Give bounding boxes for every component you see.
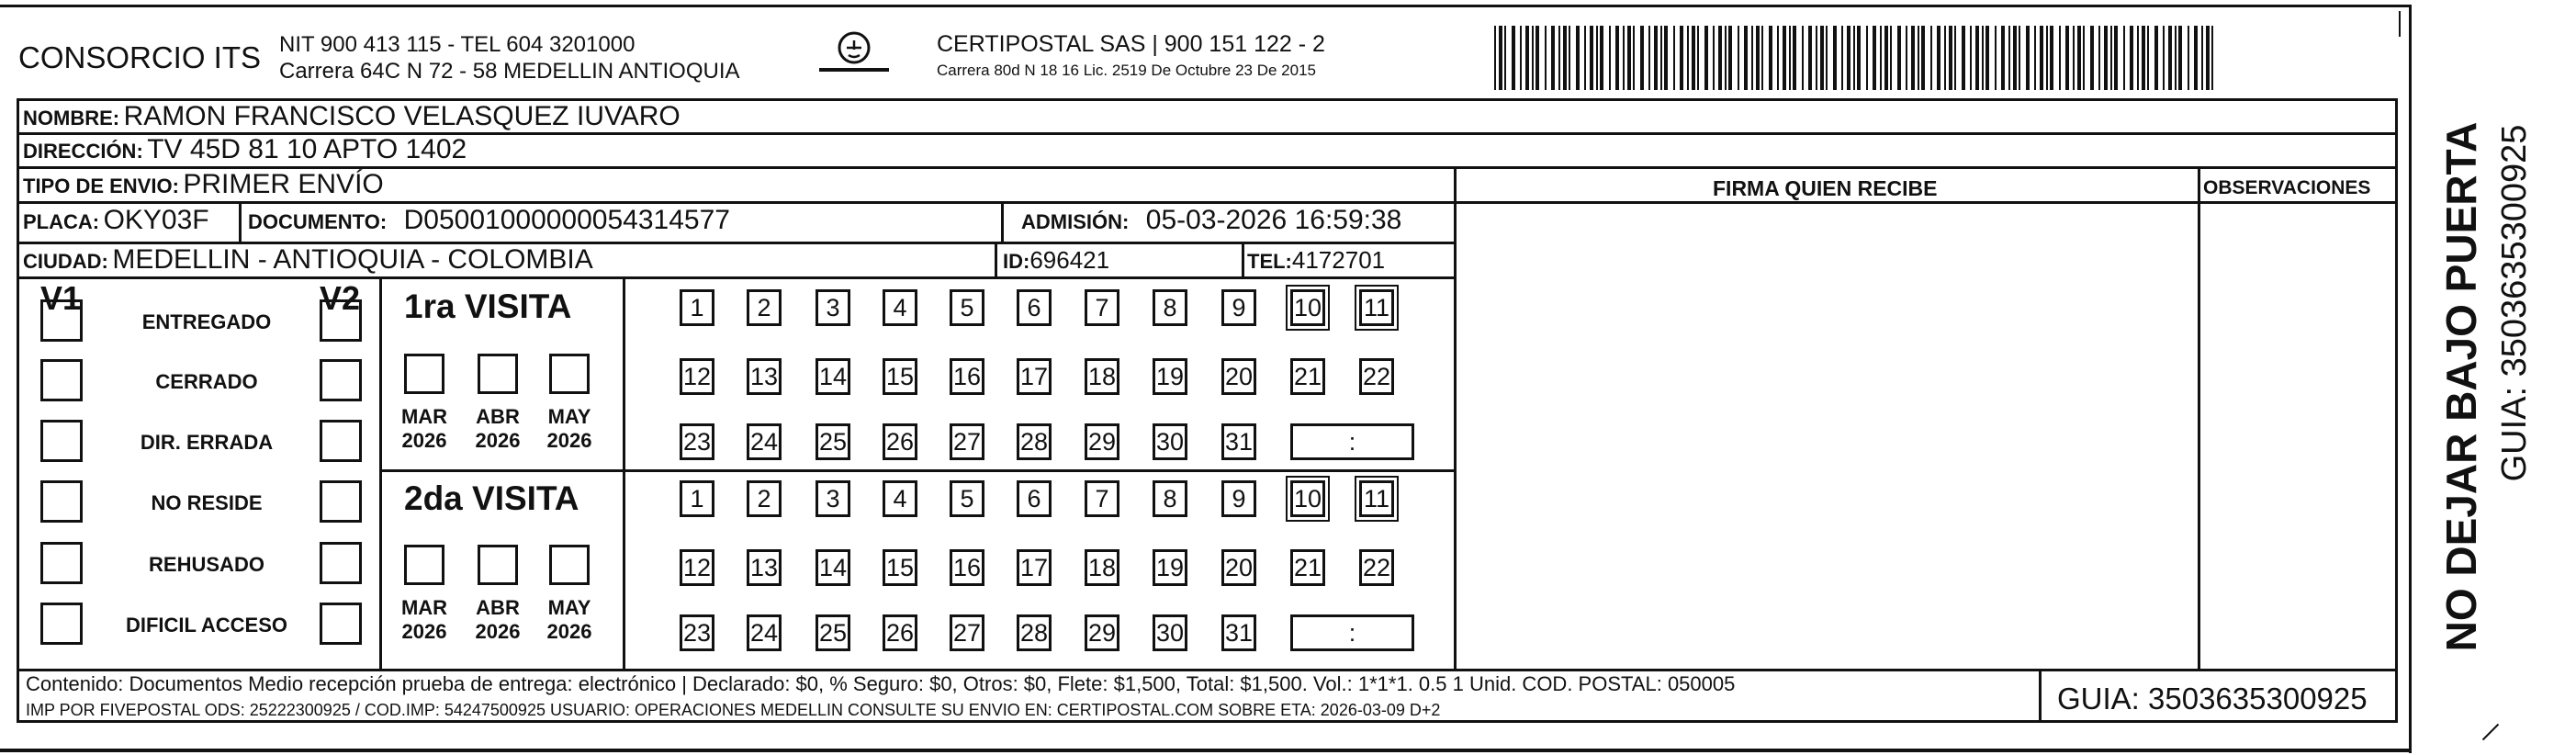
- day-box[interactable]: 21: [1290, 549, 1325, 586]
- day-box[interactable]: 17: [1017, 358, 1052, 395]
- day-box[interactable]: 28: [1017, 614, 1052, 651]
- day-box[interactable]: 3: [816, 480, 850, 517]
- month-checkbox[interactable]: [478, 545, 518, 585]
- month-year: 2026: [475, 429, 521, 452]
- tipo-label: TIPO DE ENVIO:: [23, 175, 179, 197]
- observaciones-col-line: [2198, 166, 2200, 671]
- footer-bottom-line: [17, 720, 2398, 723]
- day-box[interactable]: 27: [950, 423, 984, 460]
- day-box[interactable]: 21: [1290, 358, 1325, 395]
- day-box[interactable]: 24: [747, 614, 782, 651]
- v2-checkbox[interactable]: [320, 603, 362, 645]
- day-box[interactable]: 11: [1359, 289, 1394, 326]
- day-box[interactable]: 20: [1221, 358, 1256, 395]
- month-label: ABR: [476, 405, 520, 428]
- visit-month-col-line: [623, 276, 625, 671]
- bottom-border: [0, 749, 2411, 752]
- id-field: [1003, 248, 1109, 272]
- day-box[interactable]: 5: [950, 480, 984, 517]
- day-box[interactable]: 26: [883, 614, 917, 651]
- day-box[interactable]: 7: [1085, 289, 1119, 326]
- month-year: 2026: [401, 429, 447, 452]
- direccion-label: DIRECCIÓN:: [23, 140, 143, 163]
- tel-label: TEL:: [1247, 250, 1292, 273]
- admision-field: [1021, 207, 1401, 234]
- day-box[interactable]: 28: [1017, 423, 1052, 460]
- day-box[interactable]: 7: [1085, 480, 1119, 517]
- tel-value: 4172701: [1291, 246, 1386, 274]
- company-nit: NIT 900 413 115 - TEL 604 3201000: [279, 32, 636, 57]
- v2-checkbox[interactable]: [320, 542, 362, 584]
- row-line-6: [17, 276, 1457, 279]
- day-box[interactable]: 5: [950, 289, 984, 326]
- right-frame-line: [2409, 5, 2412, 753]
- status-option-label: DIR. ERRADA: [140, 431, 274, 454]
- corner-slash: [2482, 724, 2499, 740]
- v2-checkbox[interactable]: [320, 299, 362, 342]
- day-box[interactable]: 29: [1085, 614, 1119, 651]
- placa-value: OKY03F: [103, 205, 209, 235]
- footer-guia-divider: [2039, 669, 2042, 722]
- nombre-row: [23, 103, 681, 130]
- day-box[interactable]: 18: [1085, 358, 1119, 395]
- day-box[interactable]: 15: [883, 358, 917, 395]
- month-year: 2026: [401, 620, 447, 643]
- day-box[interactable]: 4: [883, 480, 917, 517]
- id-label: ID:: [1003, 250, 1030, 273]
- v2-checkbox[interactable]: [320, 420, 362, 462]
- corner-mark: [2399, 11, 2401, 37]
- id-divider: [995, 242, 997, 278]
- day-box[interactable]: 12: [680, 358, 714, 395]
- month-year: 2026: [546, 620, 592, 643]
- day-box[interactable]: 9: [1221, 289, 1256, 326]
- carrier-line: CERTIPOSTAL SAS | 900 151 122 - 2: [937, 31, 1325, 57]
- left-frame-line: [17, 98, 19, 723]
- id-value: 696421: [1029, 246, 1110, 274]
- status-option-label: CERRADO: [155, 370, 258, 393]
- day-box[interactable]: 6: [1017, 289, 1052, 326]
- day-box[interactable]: 30: [1153, 423, 1187, 460]
- month-label: MAY: [547, 596, 591, 619]
- v1-checkbox[interactable]: [40, 299, 83, 342]
- day-box[interactable]: 30: [1153, 614, 1187, 651]
- day-box[interactable]: 25: [816, 614, 850, 651]
- day-box[interactable]: 20: [1221, 549, 1256, 586]
- v2-checkbox[interactable]: [320, 480, 362, 523]
- v1-checkbox[interactable]: [40, 420, 83, 462]
- day-box[interactable]: 13: [747, 549, 782, 586]
- footer-print-info: IMP POR FIVEPOSTAL ODS: 25222300925 / COD.IMP: 54247500925 USUARIO: OPERACIONES MEDELLIN CONSULTE SU ENVIO EN: CERTIPOSTAL.COM SOBRE ETA: 2026-03-09 D+2: [26, 701, 1441, 719]
- v1-checkbox[interactable]: [40, 480, 83, 523]
- day-box[interactable]: 6: [1017, 480, 1052, 517]
- day-box[interactable]: 10: [1290, 480, 1325, 517]
- admision-value: 05-03-2026 16:59:38: [1145, 205, 1402, 235]
- documento-field: [248, 207, 730, 234]
- day-box[interactable]: 22: [1359, 358, 1394, 395]
- day-box[interactable]: 23: [680, 614, 714, 651]
- status-col-line: [379, 276, 382, 671]
- admision-label: ADMISIÓN:: [1021, 210, 1130, 233]
- barcode: [1492, 26, 2222, 90]
- day-box[interactable]: 31: [1221, 423, 1256, 460]
- placa-field: [23, 207, 209, 234]
- month-label: ABR: [476, 596, 520, 619]
- visit-separator: [379, 469, 1456, 472]
- day-box[interactable]: 19: [1153, 358, 1187, 395]
- day-box[interactable]: 13: [747, 358, 782, 395]
- day-box[interactable]: 17: [1017, 549, 1052, 586]
- day-box[interactable]: 25: [816, 423, 850, 460]
- carrier-address: Carrera 80d N 18 16 Lic. 2519 De Octubre 23 De 2015: [937, 62, 1316, 79]
- observaciones-header: OBSERVACIONES: [2203, 177, 2371, 198]
- footer-guia: GUIA: 3503635300925: [2057, 682, 2368, 716]
- certipostal-logo: [808, 28, 900, 83]
- day-box[interactable]: 19: [1153, 549, 1187, 586]
- day-box[interactable]: 27: [950, 614, 984, 651]
- v1-checkbox[interactable]: [40, 359, 83, 401]
- day-box[interactable]: 24: [747, 423, 782, 460]
- top-border: [0, 5, 2411, 7]
- month-checkbox[interactable]: [549, 545, 590, 585]
- status-option-label: REHUSADO: [149, 553, 264, 576]
- v2-label: V2: [320, 279, 361, 317]
- side-warning: NO DEJAR BAJO PUERTA: [2437, 121, 2485, 652]
- day-box[interactable]: 3: [816, 289, 850, 326]
- direccion-row: [23, 136, 467, 163]
- day-box[interactable]: 31: [1221, 614, 1256, 651]
- time-box[interactable]: :: [1290, 423, 1414, 460]
- month-label: MAR: [400, 596, 448, 619]
- day-box[interactable]: 8: [1153, 289, 1187, 326]
- month-checkbox[interactable]: [404, 545, 444, 585]
- table-right-line: [2395, 98, 2398, 723]
- month-checkbox[interactable]: [549, 354, 590, 394]
- tel-divider: [1242, 242, 1244, 278]
- day-box[interactable]: 12: [680, 549, 714, 586]
- nombre-value: RAMON FRANCISCO VELASQUEZ IUVARO: [123, 101, 681, 131]
- status-option-label: NO RESIDE: [151, 491, 263, 514]
- placa-label: PLACA:: [23, 210, 100, 233]
- month-checkbox[interactable]: [404, 354, 444, 394]
- day-box[interactable]: 1: [680, 480, 714, 517]
- day-box[interactable]: 1: [680, 289, 714, 326]
- tel-field: [1247, 248, 1385, 272]
- day-box[interactable]: 8: [1153, 480, 1187, 517]
- status-option-label: ENTREGADO: [141, 310, 272, 333]
- v1-checkbox[interactable]: [40, 603, 83, 645]
- day-box[interactable]: 23: [680, 423, 714, 460]
- placa-divider: [239, 201, 242, 243]
- v1-label: V1: [40, 279, 82, 317]
- footer-content: Contenido: Documentos Medio recepción prueba de entrega: electrónico | Declarado: $0, % Seguro: $0, Otros: $0, Flete: $1,500, Total: $1,500. Vol.: 1*1*1. 0.5 1 Unid. COD. POSTAL: 050005: [26, 672, 1736, 695]
- nombre-label: NOMBRE:: [23, 107, 120, 130]
- time-box[interactable]: :: [1290, 614, 1414, 651]
- firma-header: FIRMA QUIEN RECIBE: [1713, 176, 1938, 200]
- row-line-4: [17, 201, 2398, 204]
- day-box[interactable]: 29: [1085, 423, 1119, 460]
- v1-checkbox[interactable]: [40, 542, 83, 584]
- company-name: CONSORCIO ITS: [18, 40, 262, 74]
- visit-1-title: 1ra VISITA: [404, 287, 572, 325]
- day-box[interactable]: 16: [950, 549, 984, 586]
- status-option-label: DIFICIL ACCESO: [125, 614, 288, 637]
- ciudad-field: [23, 246, 593, 274]
- day-box[interactable]: 11: [1359, 480, 1394, 517]
- v2-checkbox[interactable]: [320, 359, 362, 401]
- company-address: Carrera 64C N 72 - 58 MEDELLIN ANTIOQUIA: [279, 59, 740, 84]
- day-box[interactable]: 14: [816, 549, 850, 586]
- day-box[interactable]: 18: [1085, 549, 1119, 586]
- day-box[interactable]: 2: [747, 289, 782, 326]
- tipo-value: PRIMER ENVÍO: [183, 169, 384, 199]
- day-box[interactable]: 16: [950, 358, 984, 395]
- month-checkbox[interactable]: [478, 354, 518, 394]
- day-box[interactable]: 14: [816, 358, 850, 395]
- side-guia: GUIA: 3503635300925: [2495, 124, 2534, 482]
- ciudad-label: CIUDAD:: [23, 250, 108, 273]
- month-label: MAY: [547, 405, 591, 428]
- month-year: 2026: [475, 620, 521, 643]
- documento-value: D05001000000054314577: [403, 205, 730, 235]
- day-box[interactable]: 15: [883, 549, 917, 586]
- admision-divider: [1001, 201, 1004, 243]
- direccion-value: TV 45D 81 10 APTO 1402: [147, 134, 467, 164]
- day-box[interactable]: 10: [1290, 289, 1325, 326]
- day-box[interactable]: 26: [883, 423, 917, 460]
- month-year: 2026: [546, 429, 592, 452]
- visit-2-title: 2da VISITA: [404, 479, 579, 517]
- day-box[interactable]: 9: [1221, 480, 1256, 517]
- ciudad-value: MEDELLIN - ANTIOQUIA - COLOMBIA: [112, 244, 593, 275]
- day-box[interactable]: 22: [1359, 549, 1394, 586]
- documento-label: DOCUMENTO:: [248, 210, 388, 233]
- day-box[interactable]: 4: [883, 289, 917, 326]
- tipo-row: [23, 171, 384, 198]
- month-label: MAR: [400, 405, 448, 428]
- day-box[interactable]: 2: [747, 480, 782, 517]
